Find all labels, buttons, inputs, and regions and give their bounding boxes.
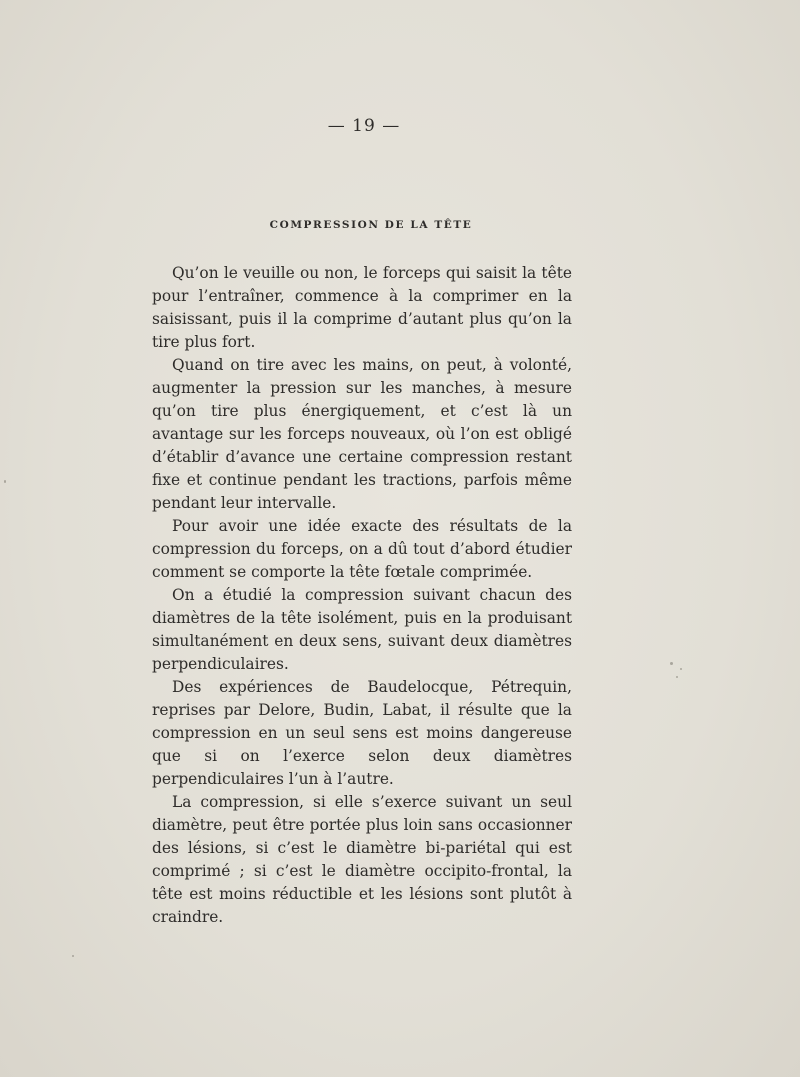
paper-speck	[680, 668, 682, 670]
page-number: — 19 —	[327, 116, 401, 136]
paragraph: Qu’on le veuille ou non, le forceps qui saisit la tête pour l’entraîner, commence à la comprimer en la saisissant, puis il la comprime d’autant plus qu’on la tire plus fort.	[152, 264, 572, 351]
section-title: COMPRESSION DE LA TÊTE	[269, 219, 473, 231]
body-text	[152, 262, 572, 929]
paper-speck	[72, 955, 74, 957]
paper-speck	[670, 662, 673, 665]
paragraph: Des expériences de Baudelocque, Pétrequin, reprises par Delore, Budin, Labat, il résulte que la compression en un seul sens est moins dangereuse que si on l’exerce selon deux diamètres perpendiculaires l’un à l’autre.	[152, 678, 572, 788]
paper-speck	[676, 676, 678, 678]
paragraph: La compression, si elle s’exerce suivant un seul diamètre, peut être portée plus loin sans occasionner des lésions, si c’est le diamètre bi-pariétal qui est comprimé ; si c’est le diamètre occipito-frontal, la tête est moins réductible et les lésions sont plutôt à craindre.	[152, 793, 572, 926]
paragraph: Pour avoir une idée exacte des résultats de la compression du forceps, on a dû tout d’abord étudier comment se comporte la tête fœtale comprimée.	[152, 517, 572, 581]
paper-speck	[4, 480, 6, 483]
paragraph: On a étudié la compression suivant chacun des diamètres de la tête isolément, puis en la produisant simultanément en deux sens, suivant deux diamètres perpendiculaires.	[152, 586, 572, 673]
paragraph: Quand on tire avec les mains, on peut, à volonté, augmenter la pression sur les manches, à mesure qu’on tire plus énergiquement, et c’est là un avantage sur les forceps nouveaux, où l’on est obligé d’établir d’avance une certaine compression restant fixe et continue pendant les tractions, parfois même pendant leur intervalle.	[152, 356, 572, 512]
